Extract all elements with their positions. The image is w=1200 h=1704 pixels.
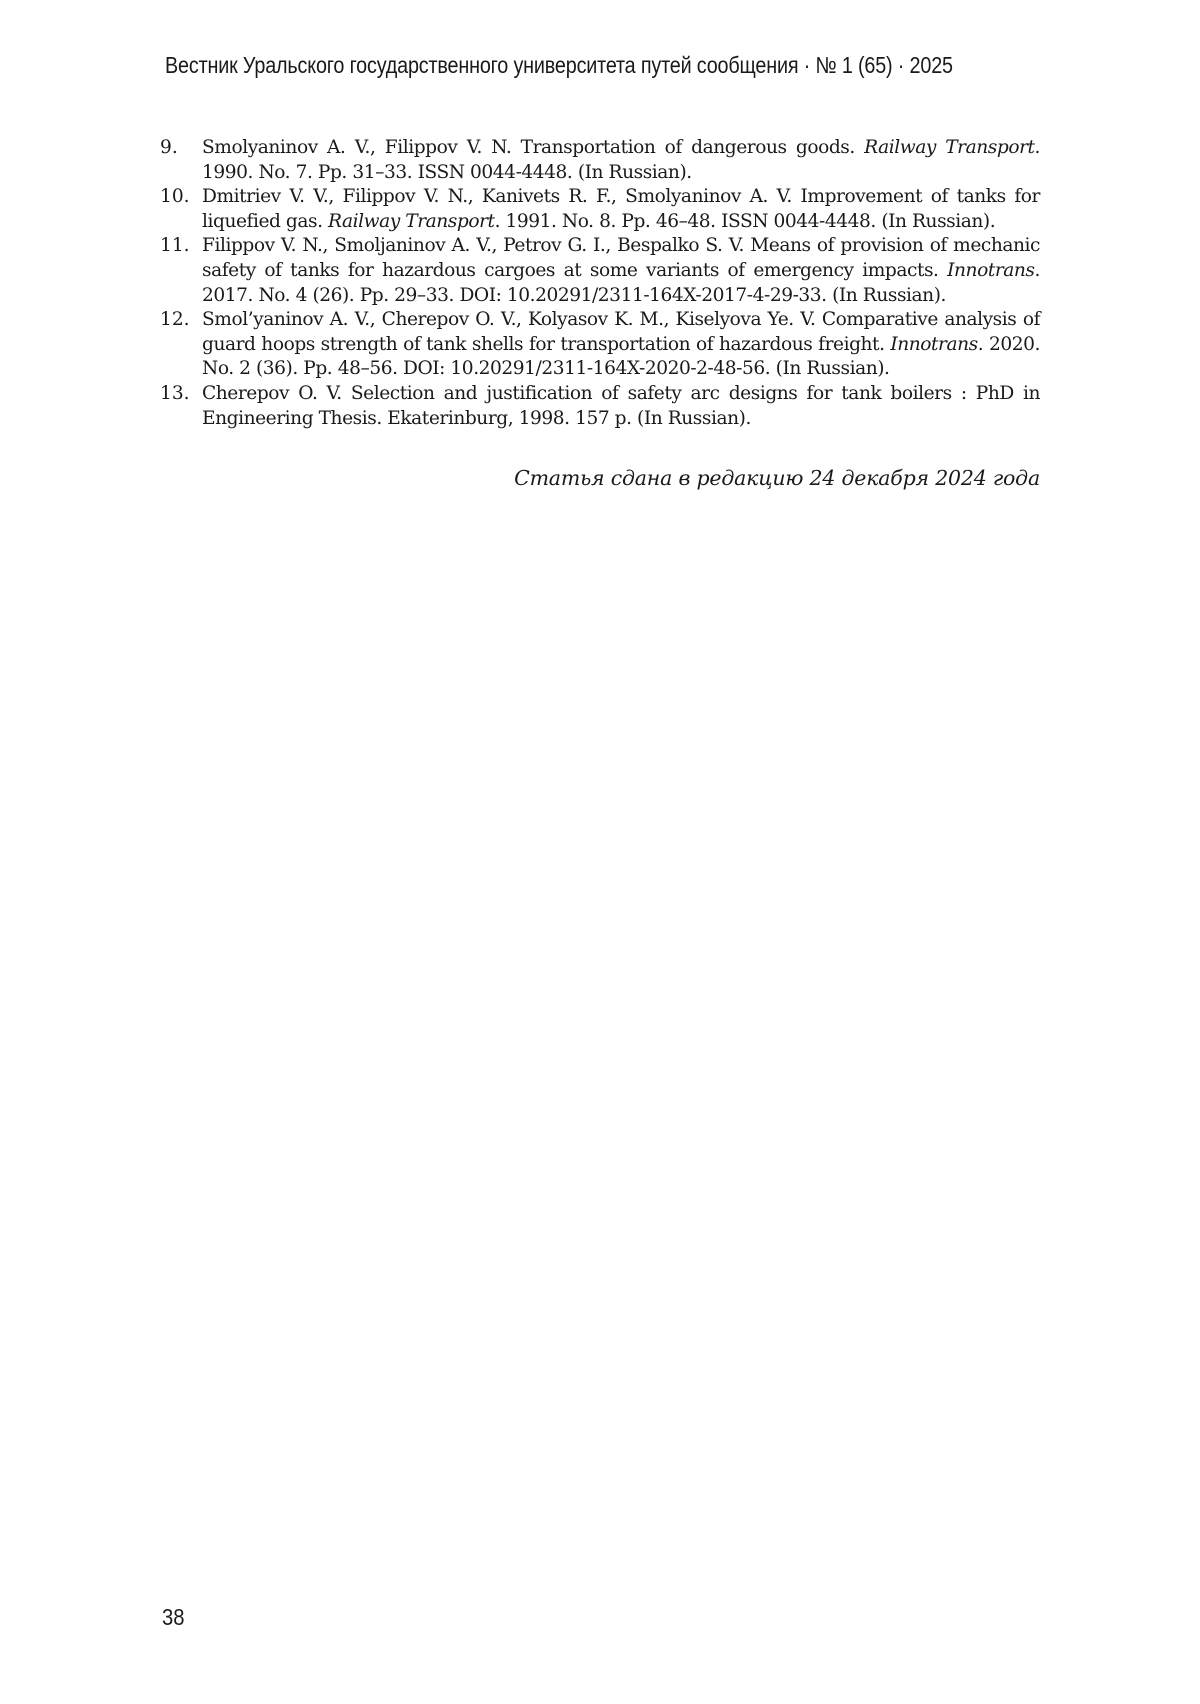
reference-number: 11. bbox=[160, 235, 190, 257]
reference-text bbox=[202, 234, 1040, 308]
reference-number: 10. bbox=[160, 186, 190, 208]
reference-journal: Innotrans bbox=[890, 333, 978, 355]
reference-text-tail: . 2020. No. 2 (36). Pp. 48–56. DOI: 10.20291/2311-164X-2020-2-48-56. (In Russian). bbox=[202, 333, 1040, 380]
reference-text bbox=[202, 185, 1040, 234]
reference-text-main: Smol’yaninov A. V., Cherepov O. V., Kolyasov K. M., Kiselyova Ye. V. Comparative analysis of guard hoops strength of tank shells for transportation of hazardous freight. bbox=[202, 309, 1040, 355]
reference-text-tail: . 1990. No. 7. Pp. 31–33. ISSN 0044-4448. (In Russian). bbox=[202, 137, 1040, 183]
reference-text-main: Smolyaninov A. V., Filippov V. N. Transportation of dangerous goods. bbox=[202, 137, 865, 158]
reference-journal: Innotrans bbox=[947, 259, 1035, 281]
reference-text bbox=[202, 136, 1040, 185]
reference-item bbox=[160, 136, 1040, 185]
reference-list bbox=[160, 136, 1040, 431]
running-header: Вестник Уральского государственного университета путей сообщения · № 1 (65) · 2025 bbox=[165, 52, 953, 78]
reference-number: 12. bbox=[160, 309, 190, 331]
reference-journal: Railway Transport bbox=[864, 137, 1035, 158]
reference-text bbox=[202, 308, 1040, 382]
reference-text-main: Filippov V. N., Smoljaninov A. V., Petrov G. I., Bespalko S. V. Means of provision of mechanic safety of tanks for hazardous cargoes at some variants of emergency impacts. bbox=[202, 235, 1040, 281]
reference-text-tail: . 2017. No. 4 (26). Pp. 29–33. DOI: 10.20291/2311-164X-2017-4-29-33. (In Russian). bbox=[202, 259, 1040, 306]
page-number: 38 bbox=[162, 1604, 185, 1630]
reference-text-tail: . 1991. No. 8. Pp. 46–48. ISSN 0044-4448. (In Russian). bbox=[494, 210, 996, 232]
reference-number: 9. bbox=[160, 137, 178, 158]
reference-item bbox=[160, 185, 1040, 234]
submission-date-note: Статья сдана в редакцию 24 декабря 2024 года bbox=[514, 466, 1040, 490]
reference-item bbox=[160, 308, 1040, 382]
reference-text-main: Dmitriev V. V., Filippov V. N., Kanivets R. F., Smolyaninov A. V. Improvement of tanks for liquefied gas. bbox=[202, 186, 1040, 232]
reference-text bbox=[202, 382, 1040, 431]
reference-journal: Railway Transport bbox=[328, 210, 495, 232]
reference-number: 13. bbox=[160, 382, 190, 404]
reference-item bbox=[160, 234, 1040, 308]
reference-item bbox=[160, 382, 1040, 431]
reference-text-main: Cherepov O. V. Selection and justification of safety arc designs for tank boilers : PhD in Engineering Thesis. Ekaterinburg, 1998. 157 p. (In Russian). bbox=[202, 382, 1040, 429]
